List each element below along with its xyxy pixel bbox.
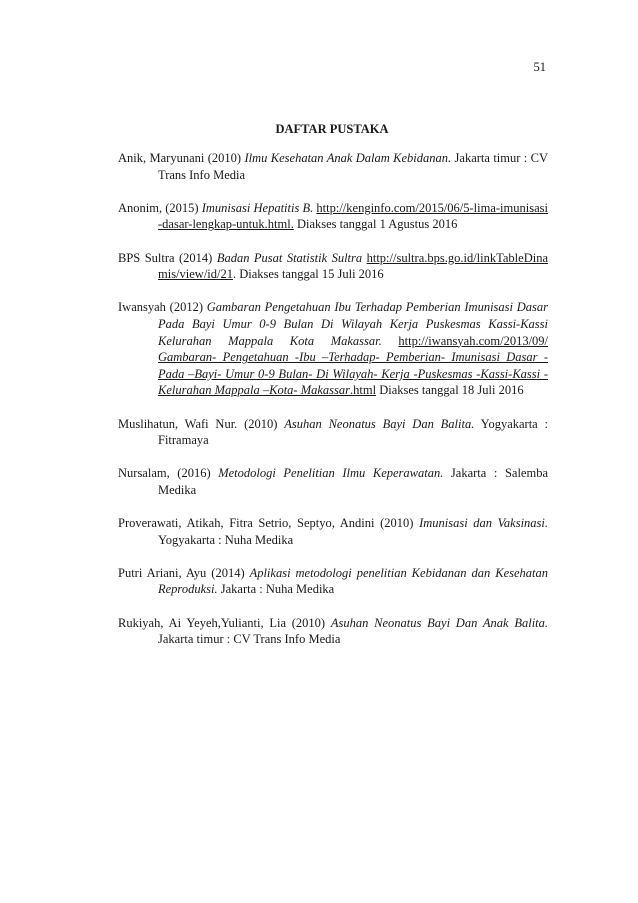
ref-authors: Iwansyah (2012) <box>118 300 203 315</box>
ref-authors: Muslihatun, Wafi Nur. (2010) <box>118 416 278 431</box>
ref-title: Imunisasi dan Vaksinasi. <box>419 516 549 531</box>
ref-publisher: Jakarta : Nuha Medika <box>220 582 335 597</box>
ref-title: Gambaran Pengetahuan Ibu Terhadap Pemberian Imunisasi Dasar Pada Bayi Umur 0-9 Bulan Di Wilayah Kerja Puskesmas Kassi-Kassi Kelurahan Mappala Kota Makassar. <box>158 300 549 348</box>
reference-item <box>118 150 548 183</box>
ref-publisher: Yogyakarta : Nuha Medika <box>158 532 294 547</box>
ref-title: Asuhan Neonatus Bayi Dan Anak Balita. <box>330 615 549 630</box>
reference-item <box>118 250 548 283</box>
ref-url-link[interactable]: http://kenginfo.com/2015/06/5-lima-imunisasi-dasar-lengkap-untuk.html. <box>158 200 548 232</box>
ref-url-link[interactable]: http://sultra.bps.go.id/linkTableDinamis/view/id/21 <box>158 250 549 282</box>
ref-access-date: Diakses tanggal 18 Juli 2016 <box>379 383 524 398</box>
reference-item <box>118 515 548 548</box>
ref-url-link[interactable]: http://iwansyah.com/2013/09/ <box>398 333 549 348</box>
ref-title: Ilmu Kesehatan Anak Dalam Kebidanan. <box>244 151 452 165</box>
reference-list <box>118 150 548 664</box>
reference-item <box>118 416 548 449</box>
ref-authors: Anik, Maryunani (2010) <box>118 151 242 165</box>
ref-title: Aplikasi metodologi penelitian Kebidanan dan Kesehatan Reproduksi. <box>158 565 548 597</box>
reference-item <box>118 299 548 399</box>
ref-authors: Proverawati, Atikah, Fitra Setrio, Septyo, Andini (2010) <box>118 516 414 531</box>
ref-title: Imunisasi Hepatitis B. <box>201 200 314 215</box>
ref-url-extension[interactable]: .html <box>350 383 377 398</box>
ref-title: Asuhan Neonatus Bayi Dan Balita. <box>284 416 475 431</box>
ref-access-date: Diakses tanggal 1 Agustus 2016 <box>296 217 458 232</box>
ref-authors: Nursalam, (2016) <box>118 466 211 481</box>
ref-authors: Rukiyah, Ai Yeyeh,Yulianti, Lia (2010) <box>118 615 326 630</box>
ref-url-path[interactable]: Gambaran- Pengetahuan -Ibu –Terhadap- Pemberian- Imunisasi Dasar -Pada –Bayi- Umur 0-9 Bulan- Di Wilayah- Kerja -Puskesmas -Kassi-Kassi -Kelurahan Mappala –Kota- Makassar <box>158 350 548 398</box>
ref-authors: Putri Ariani, Ayu (2014) <box>118 565 245 580</box>
page-title: DAFTAR PUSTAKA <box>275 122 389 136</box>
ref-authors: Anonim, (2015) <box>118 200 199 215</box>
ref-title: Metodologi Penelitian Ilmu Keperawatan. <box>218 466 444 481</box>
ref-publisher: Jakarta timur : CV Trans Info Media <box>158 632 341 647</box>
ref-publisher: Jakarta timur : CV Trans Info Media <box>158 151 549 182</box>
ref-publisher: Yogyakarta : Fitramaya <box>158 416 549 448</box>
reference-item <box>118 200 548 233</box>
reference-item <box>118 615 548 648</box>
ref-authors: BPS Sultra (2014) <box>118 250 213 265</box>
ref-title: Badan Pusat Statistik Sultra <box>216 250 363 265</box>
page-number: 51 <box>533 60 546 74</box>
reference-item <box>118 565 548 598</box>
ref-access-date: . Diakses tanggal 15 Juli 2016 <box>233 267 384 282</box>
reference-item <box>118 465 548 498</box>
ref-publisher: Jakarta : Salemba Medika <box>158 466 548 497</box>
